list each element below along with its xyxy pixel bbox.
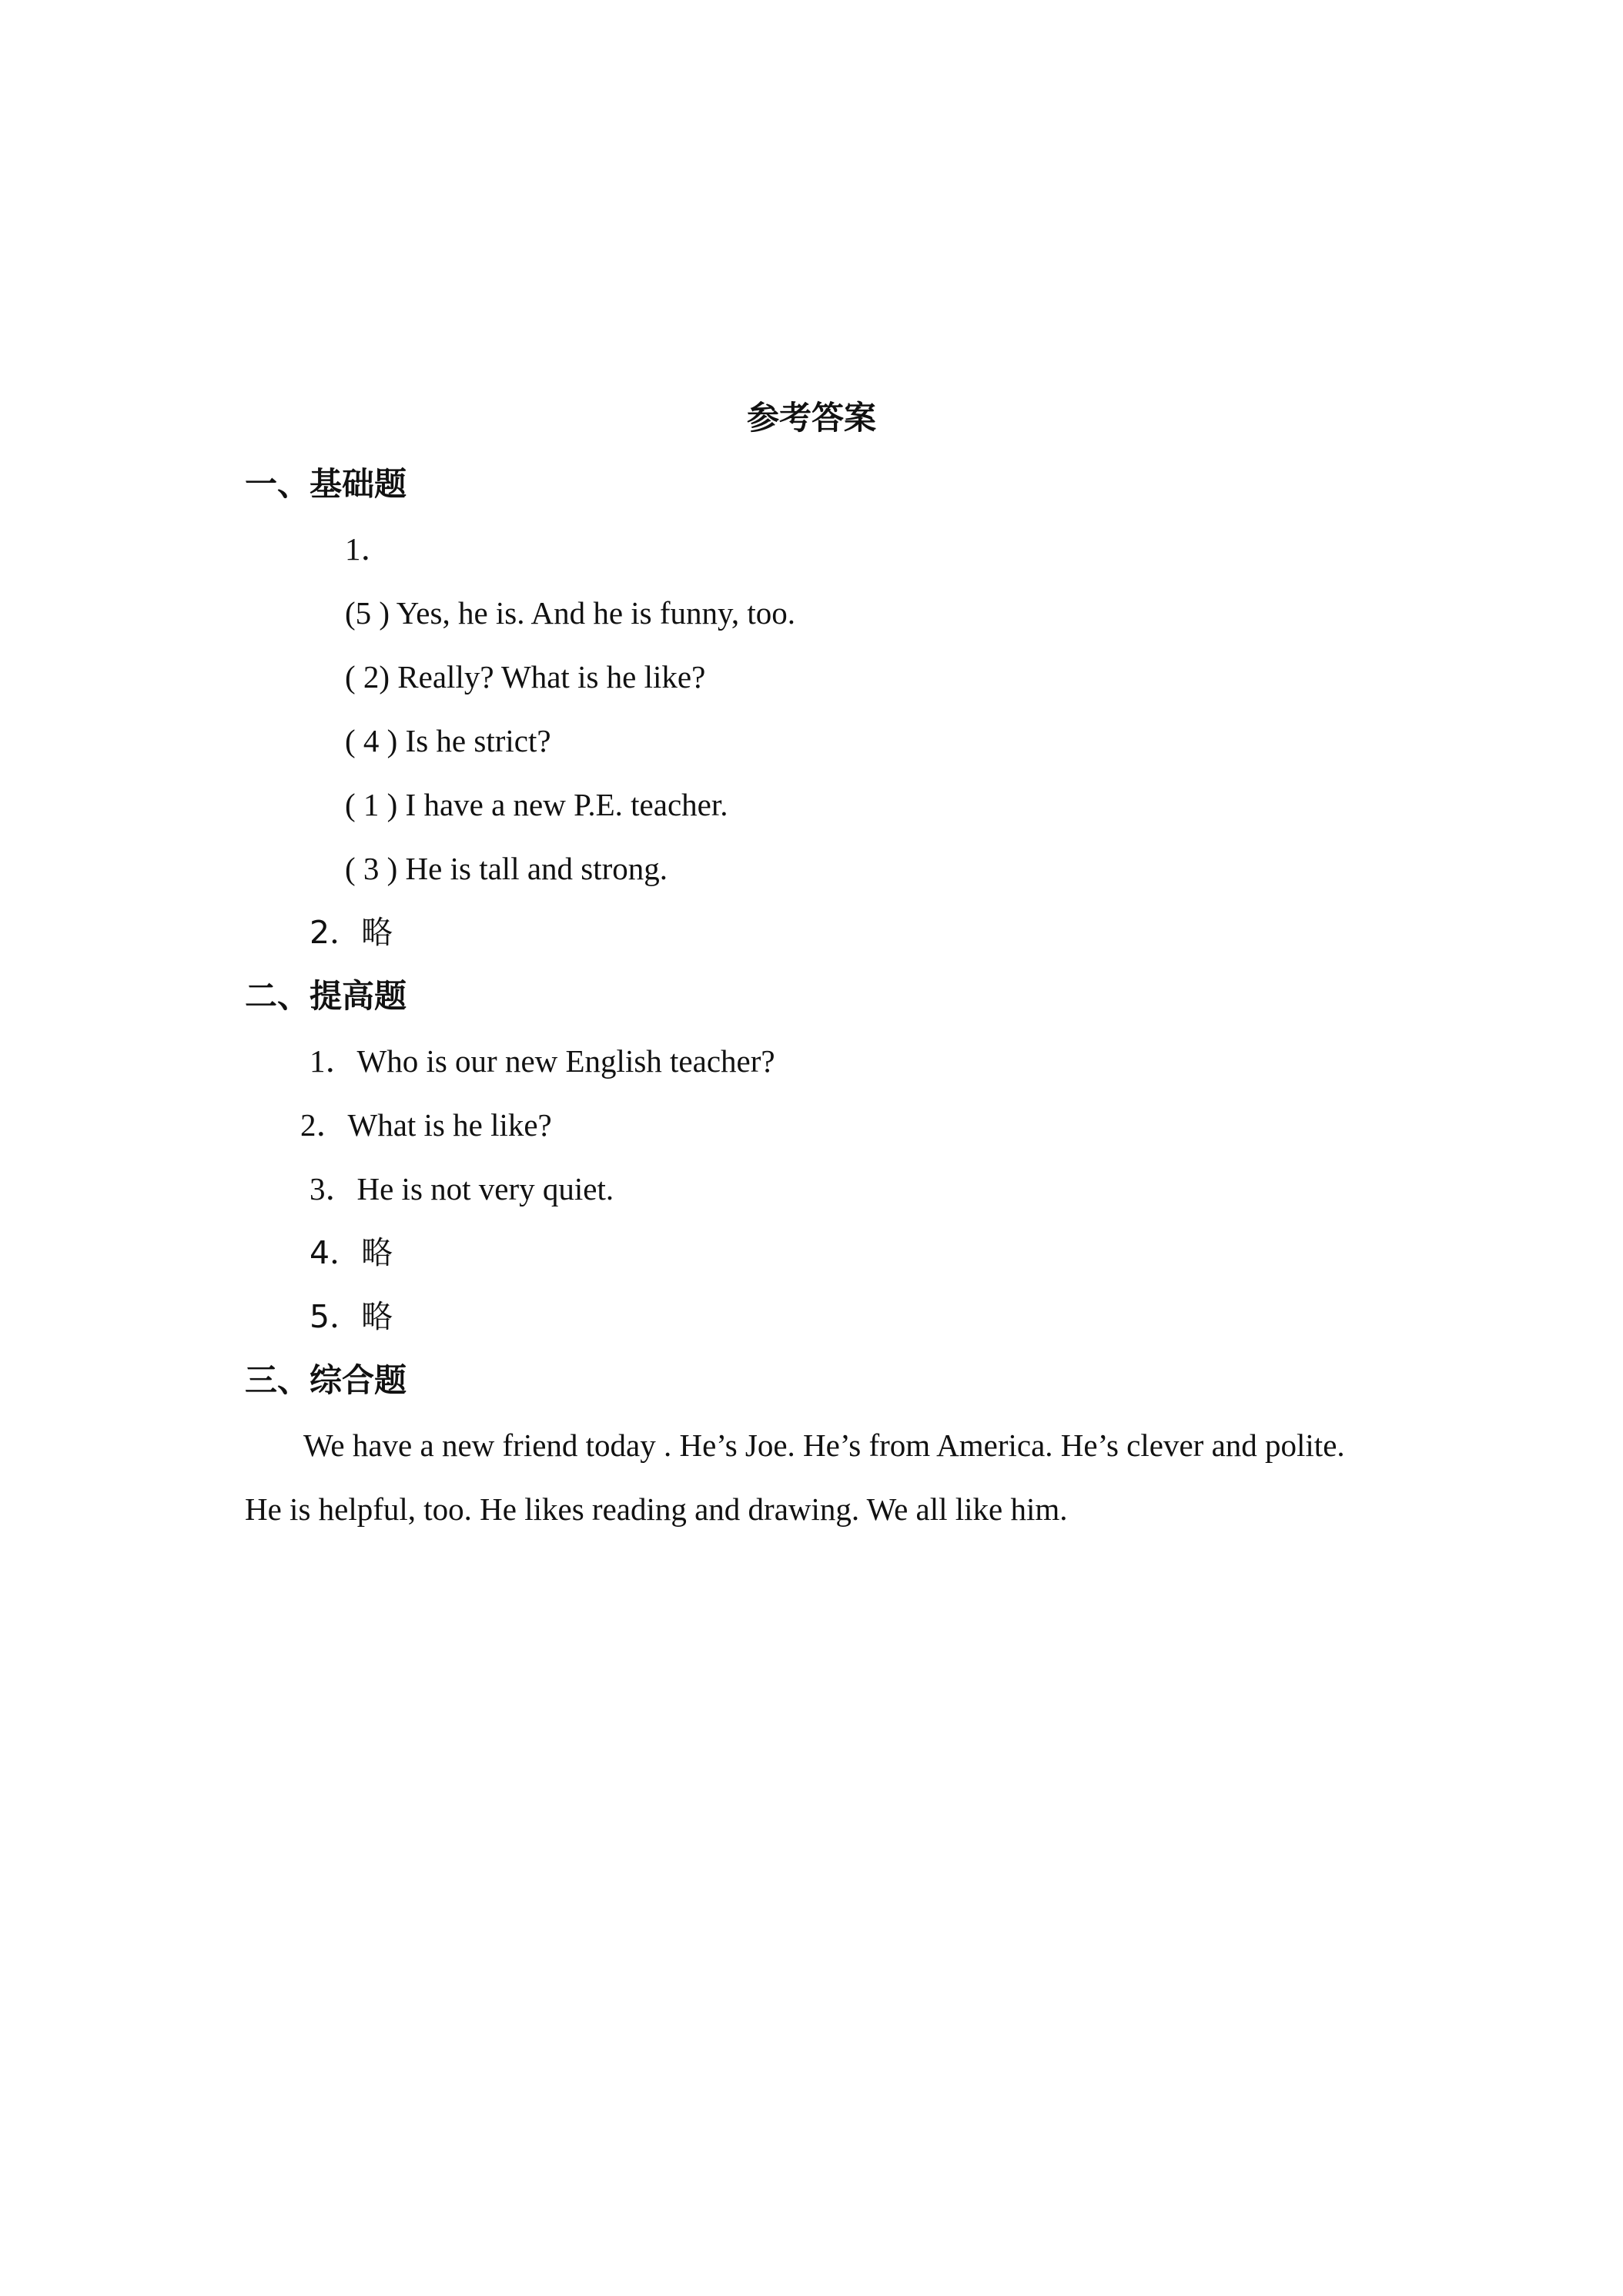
section-heading-basic: 一、基础题 [245, 465, 407, 503]
paragraph-line: He is helpful, too. He likes reading and drawing. We all like him. [245, 1491, 1068, 1527]
list-item: 1．Who is our new English teacher? [310, 1043, 775, 1079]
list-item: 2．略 [310, 914, 393, 951]
list-item: 4．略 [310, 1234, 393, 1271]
page-title: 参考答案 [746, 399, 876, 437]
list-item: ( 4 ) Is he strict? [345, 723, 551, 758]
section-heading-advanced: 二、提高题 [245, 977, 407, 1015]
list-item: ( 3 ) He is tall and strong. [345, 851, 668, 886]
list-item: (5 ) Yes, he is. And he is funny, too. [345, 595, 796, 631]
list-item: 5．略 [310, 1298, 393, 1335]
list-item: 2．What is he like? [300, 1107, 552, 1143]
section-heading-comprehensive: 三、综合题 [245, 1361, 407, 1399]
list-item: 1． [345, 531, 393, 567]
list-item: ( 2) Really? What is he like? [345, 659, 706, 694]
list-item: ( 1 ) I have a new P.E. teacher. [345, 787, 728, 822]
paragraph-line: We have a new friend today . He’s Joe. He’s from America. He’s clever and polite. [303, 1427, 1345, 1463]
list-item: 3．He is not very quiet. [310, 1171, 614, 1207]
